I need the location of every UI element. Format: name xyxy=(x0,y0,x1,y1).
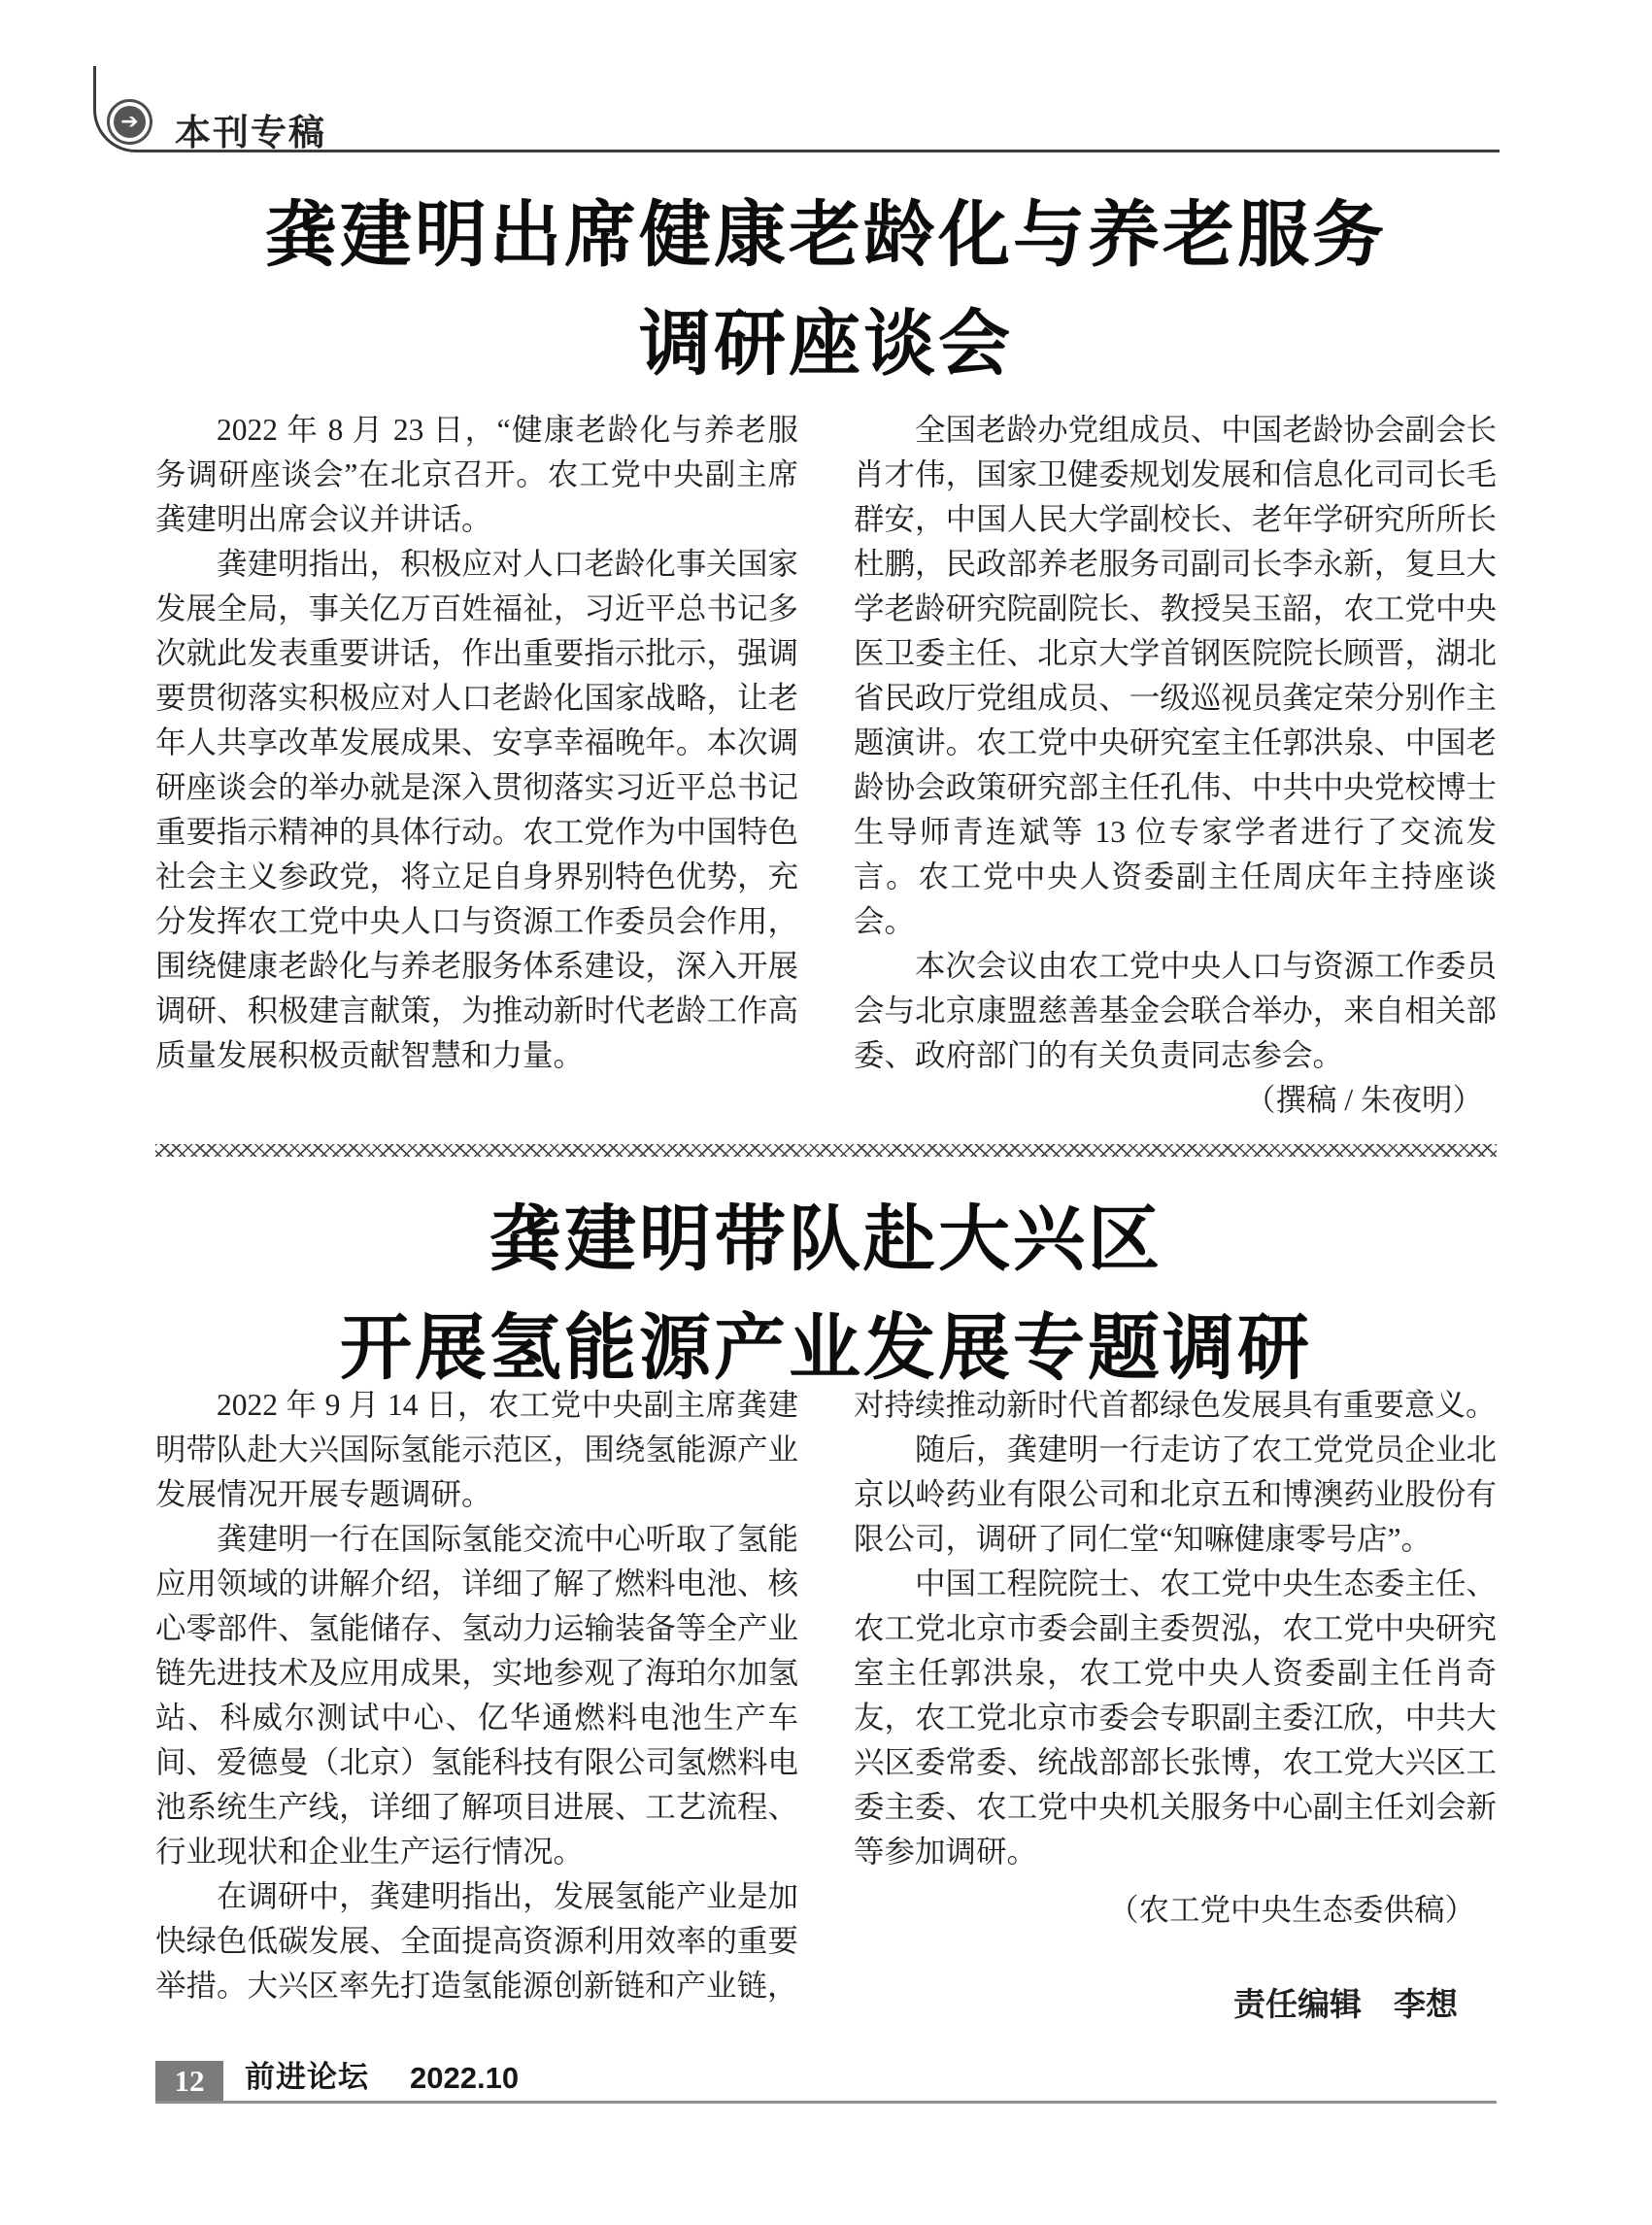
paragraph: 本次会议由农工党中央人口与资源工作委员会与北京康盟慈善基金会联合举办，来自相关部委、政府部门的有关负责同志参会。 xyxy=(854,949,1497,1072)
paragraph: 在调研中，龚建明指出，发展氢能产业是加快绿色低碳发展、全面提高资源利用效率的重要举措。大兴区率先打造氢能源创新链和产业链， xyxy=(155,1879,798,2003)
paragraph: 龚建明一行在国际氢能交流中心听取了氢能应用领域的讲解介绍，详细了解了燃料电池、核心零部件、氢能储存、氢动力运输装备等全产业链先进技术及应用成果，实地参观了海珀尔加氢站、科威尔测试中心、亿华通燃料电池生产车间、爱德曼（北京）氢能科技有限公司氢燃料电池系统生产线，详细了解项目进展、工艺流程、行业现状和企业生产运行情况。 xyxy=(155,1522,798,1869)
arrow-right-circle-icon xyxy=(107,99,152,145)
paragraph-continuation: 对持续推动新时代首都绿色发展具有重要意义。 xyxy=(854,1388,1497,1422)
article1-left-column xyxy=(155,408,798,1123)
paragraph: 随后，龚建明一行走访了农工党党员企业北京以岭药业有限公司和北京五和博澳药业股份有限公司，调研了同仁堂“知嘛健康零号店”。 xyxy=(854,1433,1497,1556)
page-footer xyxy=(155,2061,1497,2104)
article2-title-line2: 开展氢能源产业发展专题调研 xyxy=(340,1307,1312,1388)
article1-title xyxy=(155,181,1497,398)
article1-body xyxy=(155,408,1497,1123)
diamond-chain-divider xyxy=(155,1144,1497,1157)
journal-name: 前进论坛 xyxy=(245,2060,369,2094)
editor-note: 责任编辑 李想 xyxy=(1233,1988,1458,2023)
paragraph: 2022 年 8 月 23 日，“健康老龄化与养老服务调研座谈会”在北京召开。农工党中央副主席龚建明出席会议并讲话。 xyxy=(155,413,798,536)
article2-byline: （农工党中央生态委供稿） xyxy=(1107,1893,1475,1927)
article2-title-line1: 龚建明带队赴大兴区 xyxy=(489,1198,1163,1279)
article2-right-column xyxy=(854,1383,1497,2028)
article1-byline: （撰稿 / 朱夜明） xyxy=(1244,1083,1483,1117)
section-label: 本刊专稿 xyxy=(175,113,326,152)
arrow-glyph: ➔ xyxy=(114,106,146,138)
article1-title-line1: 龚建明出席健康老龄化与养老服务 xyxy=(265,194,1387,275)
article2-body xyxy=(155,1383,1497,2028)
paragraph: 全国老龄办党组成员、中国老龄协会副会长肖才伟，国家卫健委规划发展和信息化司司长毛群安，中国人民大学副校长、老年学研究所所长杜鹏，民政部养老服务司副司长李永新，复旦大学老龄研究院副院长、教授吴玉韶，农工党中央医卫委主任、北京大学首钢医院院长顾晋，湖北省民政厅党组成员、一级巡视员龚定荣分别作主题演讲。农工党中央研究室主任郭洪泉、中国老龄协会政策研究部主任孔伟、中共中央党校博士生导师青连斌等 13 位专家学者进行了交流发言。农工党中央人资委副主任周庆年主持座谈会。 xyxy=(854,413,1497,938)
article1-title-line2: 调研座谈会 xyxy=(639,303,1013,384)
paragraph: 中国工程院院士、农工党中央生态委主任、农工党北京市委会副主委贺泓，农工党中央研究室主任郭洪泉，农工党中央人资委副主任肖奇友，农工党北京市委会专职副主委江欣，中共大兴区委常委、统战部部长张博，农工党大兴区工委主委、农工党中央机关服务中心副主任刘会新等参加调研。 xyxy=(854,1567,1497,1869)
article2-title xyxy=(155,1185,1497,1402)
article2-left-column xyxy=(155,1383,798,2028)
issue-date: 2022.10 xyxy=(410,2061,520,2095)
article1-right-column xyxy=(854,408,1497,1123)
page-number-badge: 12 xyxy=(155,2061,223,2101)
paragraph: 2022 年 9 月 14 日，农工党中央副主席龚建明带队赴大兴国际氢能示范区，围绕氢能源产业发展情况开展专题调研。 xyxy=(155,1388,798,1511)
paragraph: 龚建明指出，积极应对人口老龄化事关国家发展全局，事关亿万百姓福祉，习近平总书记多次就此发表重要讲话，作出重要指示批示，强调要贯彻落实积极应对人口老龄化国家战略，让老年人共享改革发展成果、安享幸福晚年。本次调研座谈会的举办就是深入贯彻落实习近平总书记重要指示精神的具体行动。农工党作为中国特色社会主义参政党，将立足自身界别特色优势，充分发挥农工党中央人口与资源工作委员会作用，围绕健康老龄化与养老服务体系建设，深入开展调研、积极建言献策，为推动新时代老龄工作高质量发展积极贡献智慧和力量。 xyxy=(155,547,798,1072)
